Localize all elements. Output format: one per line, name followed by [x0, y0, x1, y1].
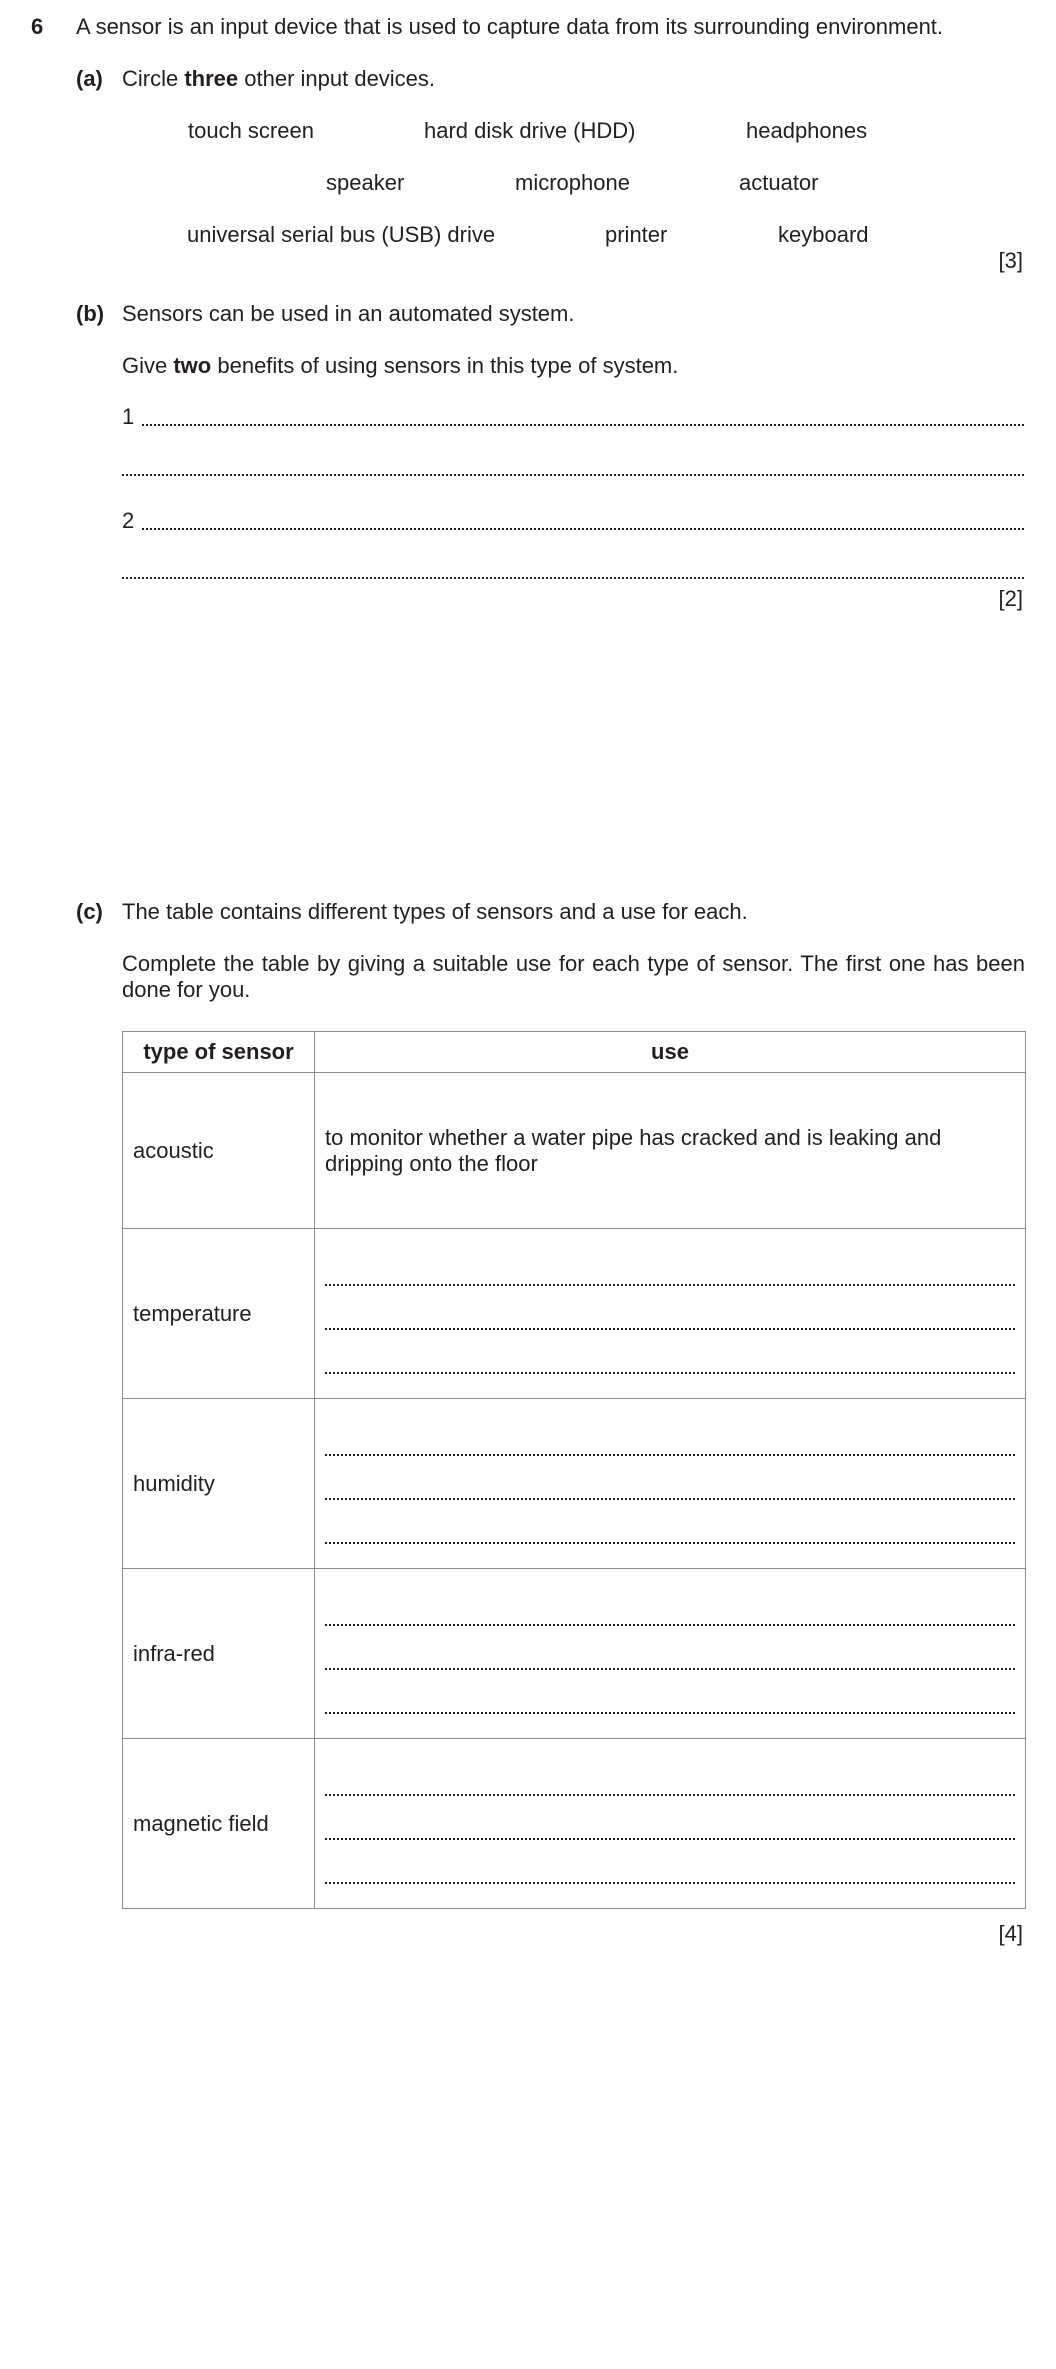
answer-line-1a[interactable]: [142, 424, 1024, 426]
sensor-use-answer[interactable]: [315, 1399, 1026, 1569]
answer-line-2a[interactable]: [142, 528, 1024, 530]
option-keyboard[interactable]: keyboard: [778, 222, 869, 247]
sensor-use-answer[interactable]: [315, 1569, 1026, 1739]
answer-line[interactable]: [325, 1712, 1015, 1714]
part-a-marks: [3]: [998, 248, 1023, 273]
header-use: use: [315, 1032, 1026, 1073]
part-c-instruction: Complete the table by giving a suitable use for each type of sensor. The first one has been done for you.: [122, 951, 1025, 1002]
sensor-table: [122, 1031, 1026, 1909]
answer-line-2b[interactable]: [122, 577, 1024, 579]
option-usb-drive[interactable]: universal serial bus (USB) drive: [187, 222, 496, 247]
part-b-statement: Sensors can be used in an automated system.: [122, 301, 575, 326]
table-row: [123, 1073, 1026, 1229]
part-a-prompt: [122, 66, 435, 92]
sensor-type: temperature: [123, 1229, 315, 1399]
answer-line[interactable]: [325, 1882, 1015, 1884]
answer-line[interactable]: [325, 1454, 1015, 1456]
option-printer[interactable]: printer: [605, 222, 668, 247]
sensor-type: magnetic field: [123, 1739, 315, 1909]
sensor-use: to monitor whether a water pipe has cracked and is leaking and dripping onto the floor: [315, 1073, 1026, 1229]
table-row: [123, 1399, 1026, 1569]
table-row: [123, 1569, 1026, 1739]
answer-line[interactable]: [325, 1542, 1015, 1544]
part-b-label: (b): [76, 301, 105, 326]
answer-line[interactable]: [325, 1668, 1015, 1670]
question-number: 6: [31, 14, 44, 39]
question-intro: A sensor is an input device that is used to capture data from its surrounding environment.: [76, 14, 944, 39]
option-microphone[interactable]: microphone: [515, 170, 630, 195]
sensor-type: acoustic: [123, 1073, 315, 1229]
answer-line[interactable]: [325, 1794, 1015, 1796]
part-c-statement: The table contains different types of sensors and a use for each.: [122, 899, 748, 924]
part-c-marks: [4]: [998, 1921, 1023, 1946]
sensor-type: infra-red: [123, 1569, 315, 1739]
answer-number-1: 1: [122, 404, 135, 429]
table-header-row: [123, 1032, 1026, 1073]
part-a-prompt-bold: three: [184, 66, 239, 91]
answer-line[interactable]: [325, 1372, 1015, 1374]
answer-line[interactable]: [325, 1328, 1015, 1330]
answer-line[interactable]: [325, 1838, 1015, 1840]
part-b-prompt: [122, 353, 678, 379]
answer-line[interactable]: [325, 1498, 1015, 1500]
option-touch-screen[interactable]: touch screen: [188, 118, 314, 143]
part-b-marks: [2]: [998, 586, 1023, 611]
header-type-of-sensor: type of sensor: [123, 1032, 315, 1073]
sensor-use-answer[interactable]: [315, 1229, 1026, 1399]
answer-line[interactable]: [325, 1624, 1015, 1626]
answer-line-1b[interactable]: [122, 474, 1024, 476]
table-row: [123, 1229, 1026, 1399]
answer-line[interactable]: [325, 1284, 1015, 1286]
table-row: [123, 1739, 1026, 1909]
option-headphones[interactable]: headphones: [746, 118, 868, 143]
sensor-use-answer[interactable]: [315, 1739, 1026, 1909]
part-c-label: (c): [76, 899, 103, 924]
option-speaker[interactable]: speaker: [326, 170, 405, 195]
part-a-prompt-post: other input devices.: [238, 66, 436, 91]
part-b-prompt-post: benefits of using sensors in this type of system.: [211, 353, 679, 378]
sensor-type: humidity: [123, 1399, 315, 1569]
option-hdd[interactable]: hard disk drive (HDD): [424, 118, 636, 143]
part-b-prompt-bold: two: [173, 353, 212, 378]
answer-number-2: 2: [122, 508, 135, 533]
part-a-prompt-pre: Circle: [122, 66, 185, 91]
part-a-label: (a): [76, 66, 103, 91]
option-actuator[interactable]: actuator: [739, 170, 819, 195]
part-b-prompt-pre: Give: [122, 353, 174, 378]
